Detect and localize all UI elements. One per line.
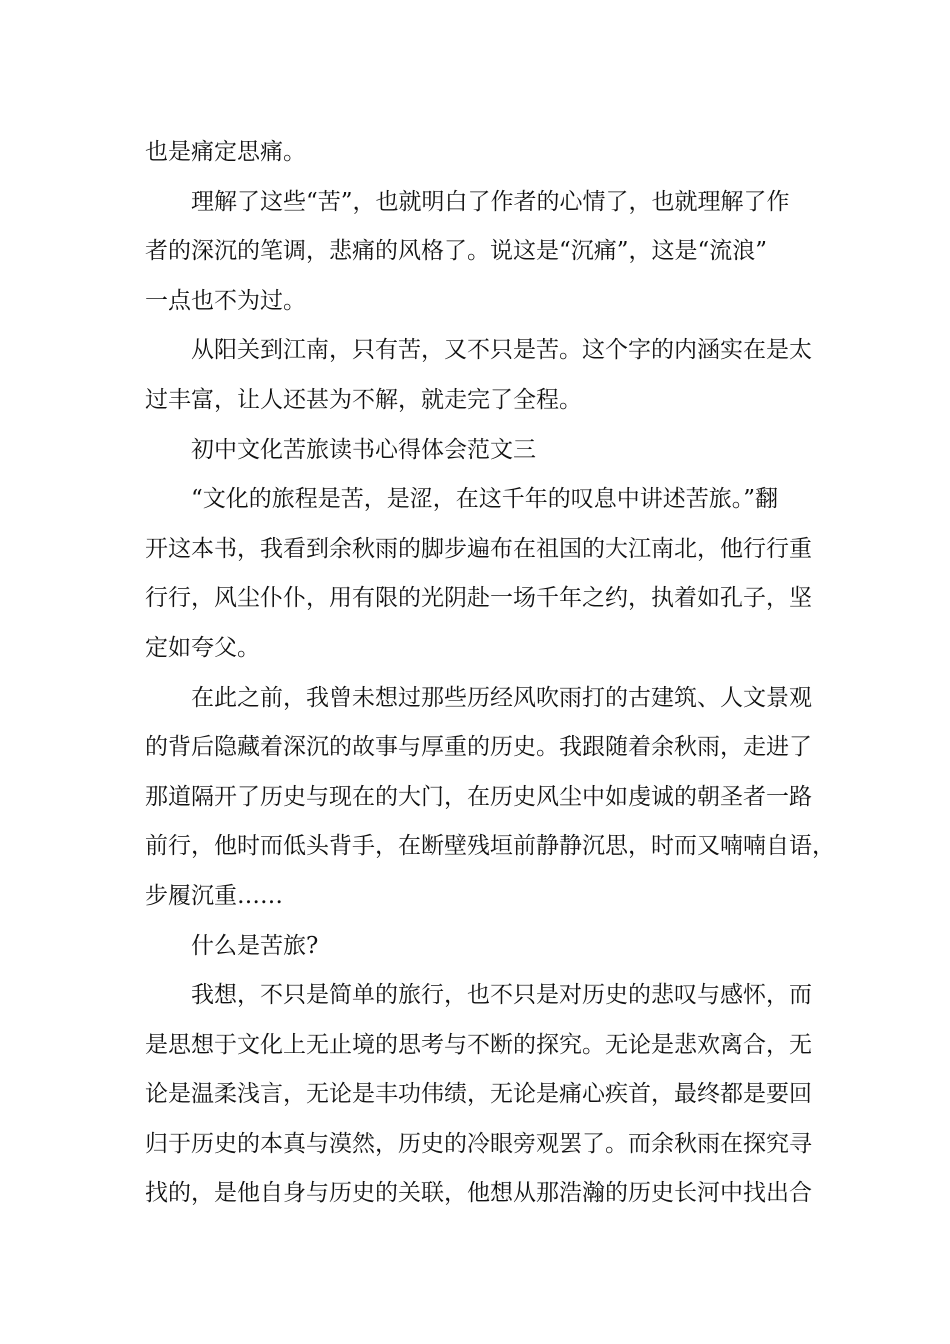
text-line: 论是温柔浅言，无论是丰功伟绩，无论是痛心疾首，最终都是要回 bbox=[145, 1081, 812, 1108]
text-line: 归于历史的本真与漠然，历史的冷眼旁观罢了。而余秋雨在探究寻 bbox=[145, 1130, 812, 1157]
paragraph-first-line: 从阳关到江南，只有苦，又不只是苦。这个字的内涵实在是太 bbox=[191, 337, 812, 364]
text-line: 开这本书，我看到余秋雨的脚步遍布在祖国的大江南北，他行行重 bbox=[145, 535, 812, 562]
paragraph-first-line: 我想，不只是简单的旅行，也不只是对历史的悲叹与感怀，而 bbox=[191, 982, 812, 1009]
text-line: 一点也不为过。 bbox=[145, 287, 306, 314]
paragraph-first-line: 什么是苦旅? bbox=[191, 932, 319, 959]
text-line: 也是痛定思痛。 bbox=[145, 139, 306, 165]
text-line: 行行，风尘仆仆，用有限的光阴赴一场千年之约，执着如孔子，坚 bbox=[145, 585, 812, 612]
text-line: 的背后隐藏着深沉的故事与厚重的历史。我跟随着余秋雨，走进了 bbox=[145, 734, 812, 761]
text-line: 那道隔开了历史与现在的大门，在历史风尘中如虔诚的朝圣者一路 bbox=[145, 783, 812, 810]
paragraph-first-line: 理解了这些“苦”，也就明白了作者的心情了，也就理解了作 bbox=[191, 188, 790, 215]
text-line: 找的，是他自身与历史的关联，他想从那浩瀚的历史长河中找出合 bbox=[145, 1180, 812, 1207]
text-line: 定如夸父。 bbox=[145, 634, 260, 661]
text-line: 过丰富，让人还甚为不解，就走完了全程。 bbox=[145, 386, 582, 413]
section-heading: 初中文化苦旅读书心得体会范文三 bbox=[191, 436, 536, 463]
text-line: 是思想于文化上无止境的思考与不断的探究。无论是悲欢离合，无 bbox=[145, 1031, 812, 1058]
paragraph-first-line: 在此之前，我曾未想过那些历经风吹雨打的古建筑、人文景观 bbox=[191, 684, 812, 711]
paragraph-first-line: “文化的旅程是苦，是涩，在这千年的叹息中讲述苦旅。”翻 bbox=[191, 486, 779, 513]
document-body bbox=[145, 128, 835, 1219]
text-line: 步履沉重…… bbox=[145, 882, 283, 909]
text-line: 者的深沉的笔调，悲痛的风格了。说这是“沉痛”，这是“流浪” bbox=[145, 238, 768, 265]
text-line: 前行，他时而低头背手，在断壁残垣前静静沉思，时而又喃喃自语， bbox=[145, 833, 835, 860]
